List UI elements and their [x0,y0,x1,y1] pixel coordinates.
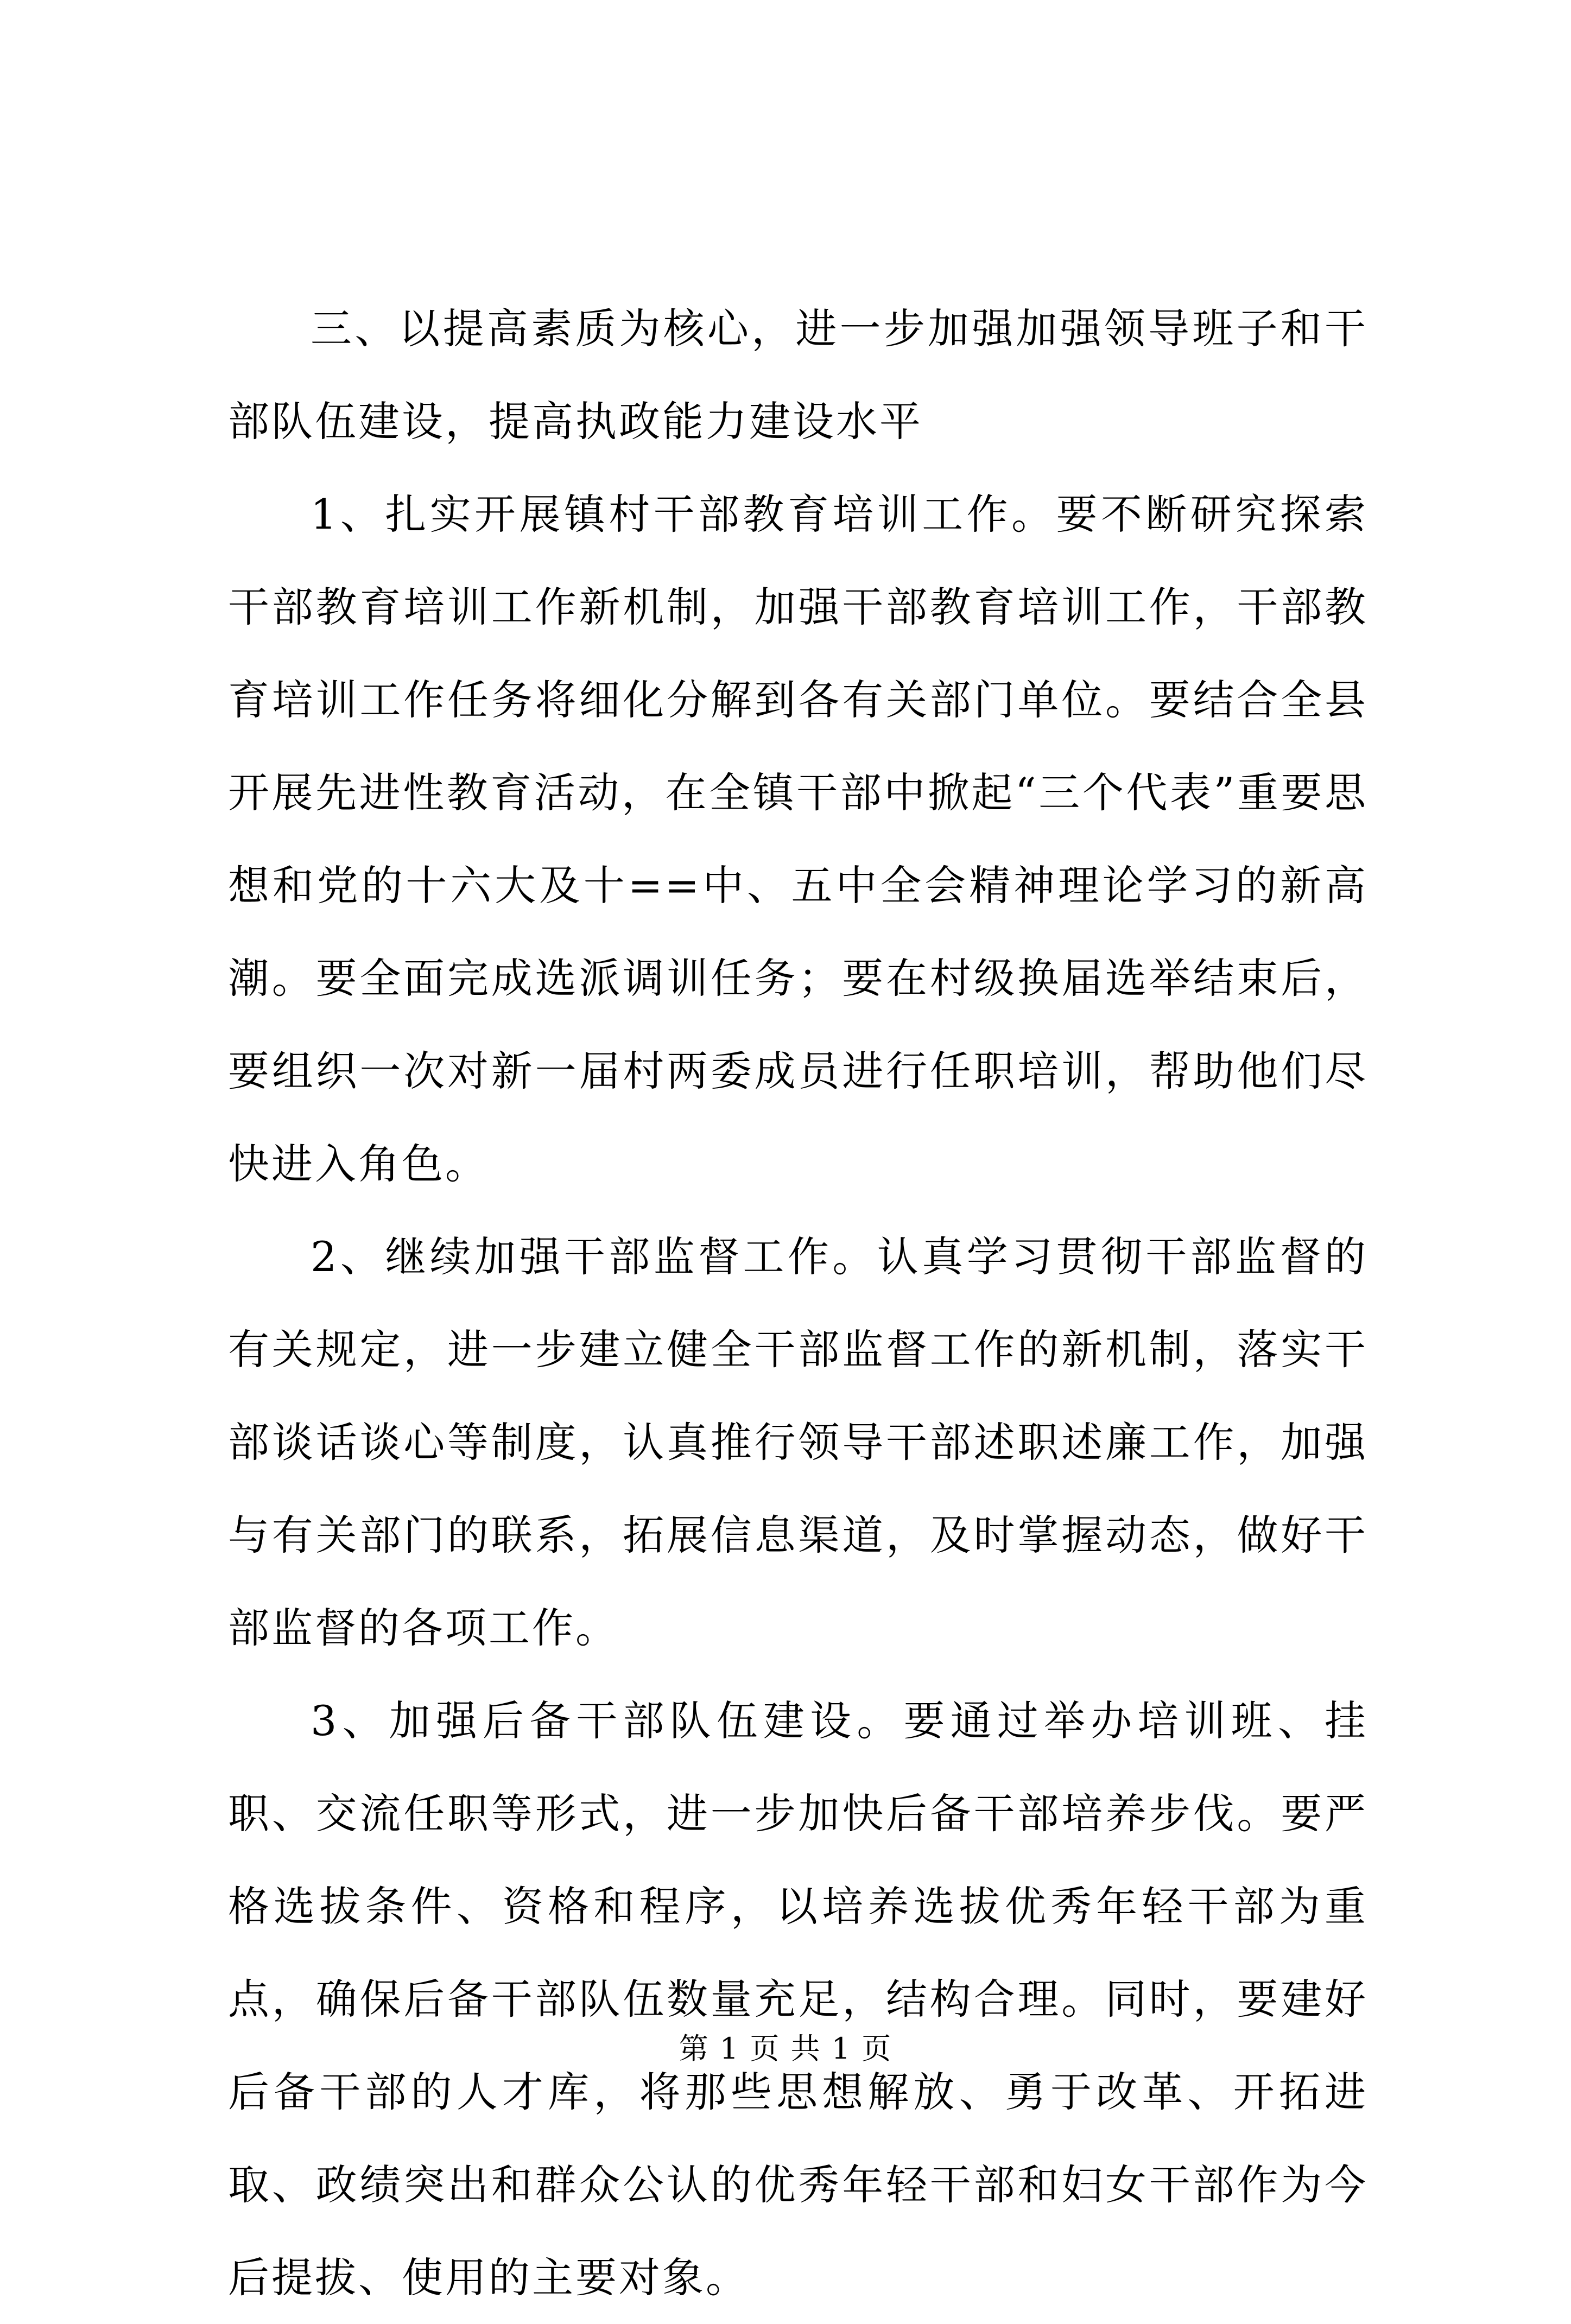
paragraph-3: 3、加强后备干部队伍建设。要通过举办培训班、挂职、交流任职等形式，进一步加快后备干部培养步伐。要严格选拔条件、资格和程序，以培养选拔优秀年轻干部为重点，确保后备干部队伍数量充足，结构合理。同时，要建好后备干部的人才库，将那些思想解放、勇于改革、开拓进取、政绩突出和群众公认的优秀年轻干部和妇女干部作为今后提拔、使用的主要对象。 [228,1697,1368,2302]
page-footer: 第 1 页 共 1 页 [679,2031,892,2066]
paragraph-2: 2、继续加强干部监督工作。认真学习贯彻干部监督的有关规定，进一步建立健全干部监督工作的新机制，落实干部谈话谈心等制度，认真推行领导干部述职述廉工作，加强与有关部门的联系，拓展信息渠道，及时掌握动态，做好干部监督的各项工作。 [228,1233,1368,1652]
document-body [228,282,1368,2324]
paragraph-1: 1、扎实开展镇村干部教育培训工作。要不断研究探索干部教育培训工作新机制，加强干部教育培训工作，干部教育培训工作任务将细化分解到各有关部门单位。要结合全县开展先进性教育活动，在全镇干部中掀起“三个代表”重要思想和党的十六大及十==中、五中全会精神理论学习的新高潮。要全面完成选派调训任务；要在村级换届选举结束后，要组织一次对新一届村两委成员进行任职培训，帮助他们尽快进入角色。 [228,490,1368,1188]
section-heading: 三、以提高素质为核心，进一步加强加强领导班子和干部队伍建设，提高执政能力建设水平 [228,304,1368,446]
